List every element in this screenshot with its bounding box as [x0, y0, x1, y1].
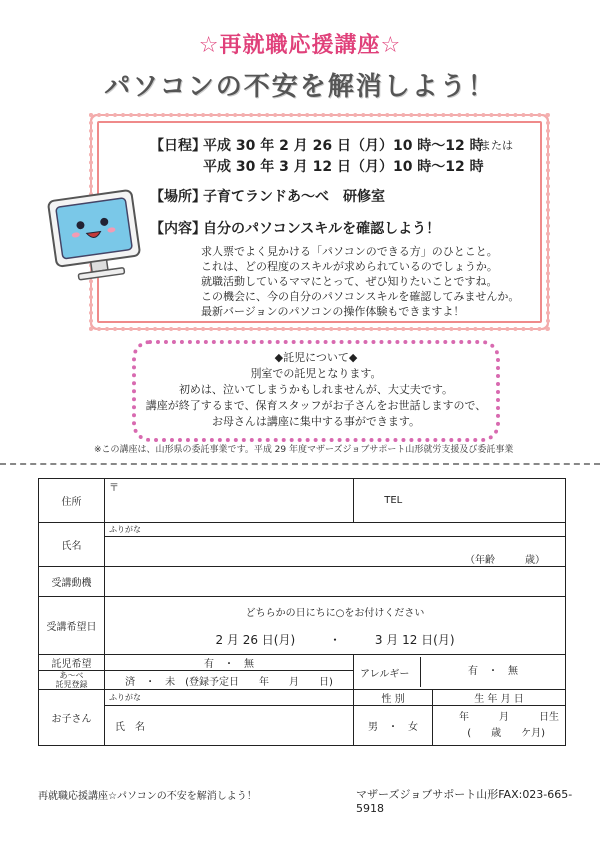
- childcare-request-label: 託児希望: [39, 655, 105, 671]
- child-label: お子さん: [39, 690, 105, 746]
- schedule-or: または: [480, 139, 513, 152]
- description-line: これは、どの程度のスキルが求められているのでしょうか。: [201, 260, 498, 273]
- schedule-label: 【日程】: [150, 138, 206, 154]
- allergy-choice[interactable]: 有 ・ 無: [420, 657, 565, 687]
- content-value: 自分のパソコンスキルを確認しよう！: [203, 221, 441, 237]
- birthday-value: 年 月 日生: [459, 711, 559, 723]
- childcare-line: お母さんは講座に集中する事ができます。: [211, 415, 421, 428]
- gender-label: 性 別: [354, 690, 433, 706]
- place-value: 子育てランドあ〜べ 研修室: [203, 189, 385, 205]
- abe-label-line: あ〜べ: [59, 671, 84, 680]
- footer-fax: マザーズジョブサポート山形FAX:023-665-5918: [356, 788, 573, 815]
- content-label: 【内容】: [150, 221, 206, 237]
- postal-mark: 〒: [109, 483, 119, 494]
- application-form: [38, 478, 566, 746]
- name-furigana[interactable]: ふりがな: [105, 523, 566, 537]
- address-field[interactable]: [105, 479, 354, 523]
- cut-line: [0, 463, 600, 465]
- address-label: 住所: [39, 479, 105, 523]
- allergy-label: アレルギー: [360, 668, 410, 680]
- flyer-subtitle: パソコンの不安を解消しよう！: [104, 72, 496, 102]
- abe-registration-choice[interactable]: 済 ・ 未 (登録予定日 年 月 日): [105, 671, 354, 690]
- sponsor-note: ※この講座は、山形県の委託事業です。平成 29 年度マザーズジョブサポート山形就労支援及び委託事業: [94, 445, 514, 455]
- childcare-box: [132, 340, 500, 442]
- description: [201, 244, 531, 319]
- tel-field[interactable]: [433, 479, 566, 523]
- motivation-field[interactable]: [105, 567, 566, 597]
- date-instruction: どちらかの日にちに○をお付けください: [245, 607, 425, 619]
- abe-label-line: 託児登録: [55, 680, 88, 689]
- gender-choice[interactable]: 男 ・ 女: [354, 706, 433, 746]
- name-label: 氏名: [39, 523, 105, 567]
- childcare-request-choice[interactable]: 有 ・ 無: [105, 655, 354, 671]
- age-field: （年齢 歳）: [465, 555, 545, 566]
- date-label: 受講希望日: [39, 597, 105, 655]
- date-separator: ・: [328, 632, 341, 647]
- place-label: 【場所】: [150, 189, 206, 205]
- schedule-date-1: 平成 30 年 2 月 26 日（月）10 時〜12 時: [203, 138, 484, 154]
- footer-title: 再就職応援講座☆パソコンの不安を解消しよう！: [38, 791, 257, 802]
- schedule-date-2: 平成 30 年 3 月 12 日（月）10 時〜12 時: [203, 159, 484, 175]
- computer-icon: [45, 185, 150, 290]
- birthday-field[interactable]: [433, 706, 566, 746]
- date-choice: [105, 597, 566, 655]
- description-line: 就職活動しているママにとって、ぜひ知りたいことですね。: [201, 275, 498, 288]
- childcare-line: 初めは、泣いてしまうかもしれませんが、大丈夫です。: [178, 383, 454, 396]
- birthday-label: 生 年 月 日: [433, 690, 566, 706]
- name-field[interactable]: [105, 537, 566, 567]
- description-line: 最新バージョンのパソコンの操作体験もできますよ！: [201, 305, 465, 318]
- birthday-age: ( 歳 ケ月): [467, 727, 545, 739]
- flyer-title: ☆再就職応援講座☆: [198, 33, 402, 58]
- allergy-cell: [354, 655, 566, 690]
- tel-label: TEL: [354, 479, 433, 523]
- date-option-1[interactable]: 2 月 26 日(月): [215, 632, 296, 647]
- childcare-title: ◆託児について◆: [274, 351, 358, 364]
- description-line: 求人票でよく見かける「パソコンのできる方」のひとこと。: [201, 245, 498, 258]
- description-line: この機会に、今の自分のパソコンスキルを確認してみませんか。: [201, 290, 520, 303]
- child-name-field[interactable]: 氏 名: [105, 706, 354, 746]
- date-option-2[interactable]: 3 月 12 日(月): [374, 632, 455, 647]
- child-furigana[interactable]: ふりがな: [105, 690, 354, 706]
- childcare-line: 講座が終了するまで、保育スタッフがお子さんをお世話しますので、: [145, 399, 487, 412]
- abe-registration-label: [39, 671, 105, 690]
- childcare-line: 別室での託児となります。: [250, 367, 382, 380]
- motivation-label: 受講動機: [39, 567, 105, 597]
